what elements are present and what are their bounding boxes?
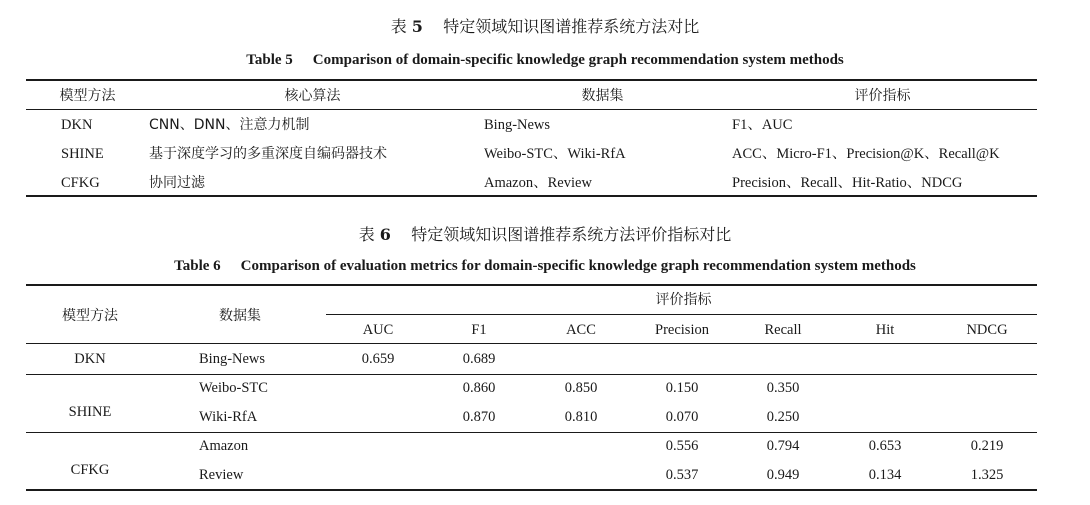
table6-cell-dataset: Wiki-RfA <box>199 409 258 425</box>
table5-bottom-rule <box>26 195 1037 197</box>
table6-cell-value: 0.860 <box>462 380 496 396</box>
table5-cell-metrics: ACC、Micro-F1、Precision@K、Recall@K <box>732 146 1000 162</box>
table6-metrics-subrule <box>326 314 1037 315</box>
table6-metric-header: Hit <box>875 322 895 338</box>
table6-header-dataset: 数据集 <box>219 308 261 324</box>
table5-caption-cn <box>0 17 1090 37</box>
table5-cell-metrics: F1、AUC <box>732 117 793 133</box>
table6-cell-dataset: Weibo-STC <box>199 380 268 396</box>
table6-cell-model: CFKG <box>70 462 110 478</box>
table6-bottom-rule <box>26 489 1037 491</box>
table6-cell-dataset: Review <box>199 467 244 483</box>
table6-cell-value: 0.134 <box>868 467 902 483</box>
table6-cell-model: DKN <box>74 351 106 367</box>
table6-cell-value: 0.659 <box>361 351 395 367</box>
table6-cell-value: 0.653 <box>868 438 902 454</box>
table6-cell-value: 0.949 <box>766 467 800 483</box>
table5-cell-dataset: Weibo-STC、Wiki-RfA <box>484 146 626 162</box>
table6-cell-value: 0.070 <box>665 409 699 425</box>
table6-metric-header: AUC <box>362 322 394 338</box>
table6-caption-cn-prefix: 表 <box>358 225 375 244</box>
table5-cell-metrics: Precision、Recall、Hit-Ratio、NDCG <box>732 175 963 191</box>
table5-cell-dataset: Bing-News <box>484 117 551 133</box>
table5-cell-model: DKN <box>61 117 93 133</box>
table5-cell-model: CFKG <box>61 175 100 191</box>
table6-caption-cn <box>0 225 1090 245</box>
table6-cell-value: 0.350 <box>766 380 800 396</box>
table6-caption-cn-text: 特定领域知识图谱推荐系统方法评价指标对比 <box>411 225 732 244</box>
table5-cell-algorithm: CNN、DNN、注意力机制 <box>149 117 310 133</box>
table6-cell-model: SHINE <box>68 404 112 420</box>
table6-cell-value: 0.556 <box>665 438 699 454</box>
table6-cell-dataset: Bing-News <box>199 351 266 367</box>
table6-cell-value: 0.689 <box>462 351 496 367</box>
table6-top-rule <box>26 284 1037 286</box>
table5-caption-cn-text: 特定领域知识图谱推荐系统方法对比 <box>443 17 700 36</box>
table6-group-rule <box>26 374 1037 375</box>
table6-group-rule <box>26 432 1037 433</box>
table6-header-metrics: 评价指标 <box>655 292 712 308</box>
table6-cell-value: 0.850 <box>564 380 598 396</box>
table6-cell-value: 0.219 <box>970 438 1004 454</box>
table6-caption-en-label: Table 6 <box>174 258 221 274</box>
table6-cell-value: 0.537 <box>665 467 699 483</box>
table5-cell-algorithm: 基于深度学习的多重深度自编码器技术 <box>149 146 387 162</box>
table5-caption-cn-number: 5 <box>411 17 423 36</box>
table5-cell-dataset: Amazon、Review <box>484 175 592 191</box>
table6-metric-header: Precision <box>655 322 709 338</box>
table6-cell-dataset: Amazon <box>199 438 249 454</box>
table6-cell-value: 0.810 <box>564 409 598 425</box>
table6-metric-header: NDCG <box>966 322 1008 338</box>
table6-caption-en-text: Comparison of evaluation metrics for domain-specific knowledge graph recommendation system methods <box>240 258 916 274</box>
table5-caption-en-text: Comparison of domain-specific knowledge graph recommendation system methods <box>312 52 844 68</box>
table5-caption-cn-prefix: 表 <box>390 17 407 36</box>
table6-caption-en <box>0 256 1090 276</box>
table6-metric-header: F1 <box>471 322 487 338</box>
table6-caption-cn-number: 6 <box>379 225 391 244</box>
table5-caption-en-label: Table 5 <box>246 52 293 68</box>
table5-caption-en <box>0 50 1090 70</box>
table5-header-model: 模型方法 <box>59 88 116 104</box>
table6-cell-value: 0.150 <box>665 380 699 396</box>
table6-metric-header: ACC <box>566 322 596 338</box>
table6-cell-value: 0.870 <box>462 409 496 425</box>
table5-cell-model: SHINE <box>61 146 104 162</box>
table5-header-algorithm: 核心算法 <box>284 88 341 104</box>
table5-header-metrics: 评价指标 <box>854 88 911 104</box>
table6-header-rule <box>26 343 1037 344</box>
table6-cell-value: 0.794 <box>766 438 800 454</box>
table5-cell-algorithm: 协同过滤 <box>149 175 205 191</box>
table5-header-dataset: 数据集 <box>581 88 624 104</box>
table6-cell-value: 0.250 <box>766 409 800 425</box>
table5-header-rule <box>26 109 1037 110</box>
table6-cell-value: 1.325 <box>970 467 1004 483</box>
table6-metric-header: Recall <box>764 322 802 338</box>
table5-top-rule <box>26 79 1037 81</box>
table6-header-model: 模型方法 <box>62 308 118 324</box>
